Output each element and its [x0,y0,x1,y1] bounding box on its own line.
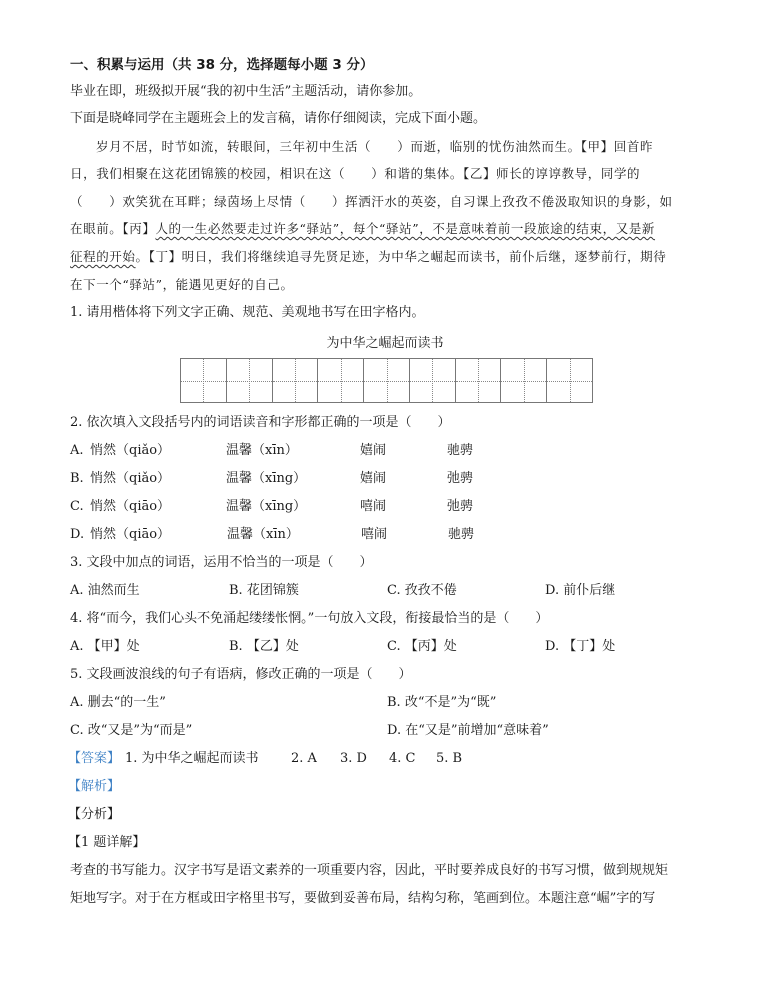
option-word: 温馨（xīn） [226,443,298,458]
q3-option-b: B. 花团锦簇 [229,583,299,598]
passage-line-1: 岁月不居，时节如流，转眼间，三年初中生活（ ）而逝，临别的忧伤油然而生。【甲】回首昨 [96,139,654,154]
question-1: 1. 请用楷体将下列文字正确、规范、美观地书写在田字格内。 [70,305,425,320]
grid-cell[interactable] [318,359,364,402]
analysis-subheading: 【分析】 [68,807,121,822]
analysis-paragraph-line-2: 矩地写字。对于在方框或田字格里书写，要做到妥善布局，结构匀称，笔画到位。本题注意“崛”字的写 [70,891,656,906]
grid-cell[interactable] [364,359,410,402]
answer-item: 4. C [389,751,416,766]
q4-option-a: A. 【甲】处 [70,639,140,654]
option-label: B. [70,471,84,486]
option-word: 悄然（qiǎo） [90,443,171,458]
option-word: 驰骋 [448,527,475,542]
passage-line-3: （ ）欢笑犹在耳畔；绿茵场上尽情（ ）挥洒汗水的英姿，自习课上孜孜不倦汲取知识的身影，如 [70,194,673,209]
option-word: 温馨（xīn） [227,527,299,542]
option-word: 弛骋 [447,499,474,514]
option-word: 嘻闹 [361,527,388,542]
option-word: 嬉闹 [360,471,387,486]
passage-line-2: 日，我们相聚在这花团锦簇的校园，相识在这（ ）和谐的集体。【乙】师长的谆谆教导，同学的 [70,166,641,181]
passage-line-5-suffix: 。【丁】明日，我们将继续追寻先贤足迹，为中华之崛起而读书，前仆后继，逐梦前行，期待 [135,249,667,264]
grid-cell[interactable] [410,359,456,402]
wavy-underlined-sentence-end: 征程的开始 [70,249,136,264]
q3-option-a: A. 油然而生 [70,583,140,598]
question-2: 2. 依次填入文段括号内的词语读音和字形都正确的一项是（ ） [70,415,451,430]
answer-item: 5. B [436,751,463,766]
tianzige-grid [180,358,593,403]
analysis-subheading: 【1 题详解】 [68,835,146,850]
question-4: 4. 将“而今，我们心头不免涌起缕缕怅惘。”一句放入文段，衔接最恰当的是（ ） [70,611,549,626]
answer-item: 3. D [340,751,367,766]
option-word: 悄然（qiǎo） [90,471,171,486]
q5-option-b: B. 改“不是”为“既” [387,695,497,710]
intro-line-2: 下面是晓峰同学在主题班会上的发言稿，请你仔细阅读，完成下面小题。 [70,111,487,126]
q5-option-d: D. 在“又是”前增加“意味着” [387,723,549,738]
q3-option-d: D. 前仆后继 [545,583,616,598]
option-word: 驰骋 [447,443,474,458]
writing-phrase: 为中华之崛起而读书 [326,336,444,351]
q4-option-d: D. 【丁】处 [545,639,616,654]
option-word: 嬉闹 [360,443,387,458]
analysis-label: 【解析】 [68,779,121,794]
answer-item: 2. A [291,751,317,766]
option-label: D. [70,527,85,542]
question-5: 5. 文段画波浪线的句子有语病，修改正确的一项是（ ） [70,667,412,682]
grid-cell[interactable] [547,359,592,402]
q5-option-a: A. 删去“的一生” [70,695,166,710]
grid-cell[interactable] [181,359,227,402]
option-word: 弛骋 [447,471,474,486]
question-3: 3. 文段中加点的词语，运用不恰当的一项是（ ） [70,555,373,570]
wavy-underlined-sentence: 人的一生必然要走过许多“驿站”，每个“驿站”，不是意味着前一段旅途的结束，又是新 [155,221,656,236]
section-title: 一、积累与运用（共 38 分，选择题每小题 3 分） [70,57,374,73]
option-word: 悄然（qiāo） [90,527,171,542]
answer-label: 【答案】 [68,751,121,766]
passage-line-4 [70,220,655,238]
grid-cell[interactable] [456,359,502,402]
option-label: A. [70,443,84,458]
grid-cell[interactable] [227,359,273,402]
analysis-paragraph-line-1: 考查的书写能力。汉字书写是语文素养的一项重要内容，因此，平时要养成良好的书写习惯，做到规规矩 [70,863,669,878]
option-label: C. [70,499,84,514]
q3-option-c: C. 孜孜不倦 [387,583,457,598]
q5-option-c: C. 改“又是”为“而是” [70,723,193,738]
option-word: 温馨（xīng） [226,499,307,514]
passage-line-6: 在下一个“驿站”，能遇见更好的自己。 [70,277,294,292]
intro-line-1: 毕业在即，班级拟开展“我的初中生活”主题活动，请你参加。 [70,84,422,99]
option-word: 嘻闹 [360,499,387,514]
passage-line-4-prefix: 在眼前。【丙】 [70,221,156,236]
q4-option-b: B. 【乙】处 [229,639,299,654]
q4-option-c: C. 【丙】处 [387,639,457,654]
grid-cell[interactable] [273,359,319,402]
option-word: 悄然（qiāo） [90,499,171,514]
answer-item: 1. 为中华之崛起而读书 [125,751,259,766]
grid-cell[interactable] [501,359,547,402]
passage-line-5 [70,248,666,266]
option-word: 温馨（xīng） [226,471,307,486]
